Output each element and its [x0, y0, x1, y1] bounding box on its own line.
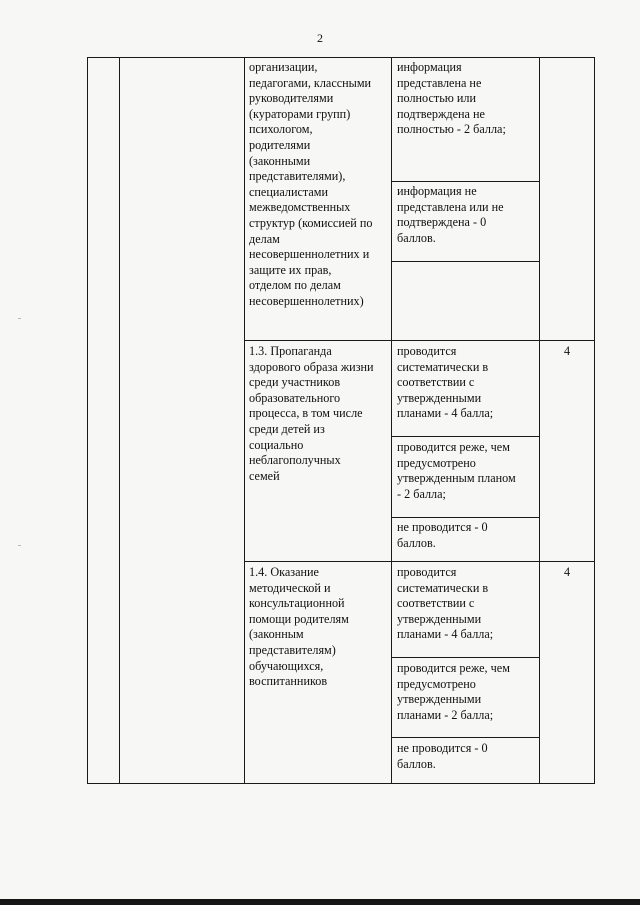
table-col-divider	[119, 57, 120, 783]
option-text: не проводится - 0 баллов.	[397, 741, 488, 771]
page-number: 2	[317, 31, 323, 45]
option-text: проводится систематически в соответствии с утвержденными планами - 4 балла;	[397, 344, 494, 421]
option-text: информация не представлена или не подтверждена - 0 баллов.	[397, 184, 504, 245]
option-text: проводится реже, чем предусмотрено утвержденным планом - 2 балла;	[397, 440, 516, 501]
table-col-divider	[244, 57, 245, 783]
option-text: проводится систематически в соответствии с утвержденными планами - 4 балла;	[397, 565, 494, 642]
option-text: проводится реже, чем предусмотрено утвержденными планами - 2 балла;	[397, 661, 510, 722]
table-border-bottom	[87, 783, 595, 784]
score-value: 4	[563, 344, 571, 358]
row-separator	[244, 561, 595, 562]
criterion-text: 1.4. Оказание методической и консультационной помощи родителям (законным представителям) обучающихся, воспитанников	[249, 565, 349, 689]
option-separator	[391, 517, 539, 518]
criterion-text: организации, педагогами, классными руководителями (кураторами групп) психологом, родителями (законными представителями), специалистами межведомственных структур (комиссией по делам несовершеннолетних и защите их прав, отделом по делам несовершеннолетних)	[249, 60, 373, 308]
table-border-right	[594, 57, 595, 783]
score-value: 4	[563, 565, 571, 579]
option-separator	[391, 657, 539, 658]
option-separator	[391, 181, 539, 182]
option-text: информация представлена не полностью или подтверждена не полностью - 2 балла;	[397, 60, 506, 137]
scan-mark	[18, 318, 21, 319]
row-separator	[244, 340, 595, 341]
criterion-text: 1.3. Пропаганда здорового образа жизни среди участников образовательного процесса, в том числе среди детей из социально неблагополучных семей	[249, 344, 374, 483]
option-separator	[391, 261, 539, 262]
option-separator	[391, 737, 539, 738]
table-col-divider	[539, 57, 540, 783]
scan-bottom-edge	[0, 899, 640, 905]
option-text: не проводится - 0 баллов.	[397, 520, 488, 550]
scan-mark	[18, 545, 21, 546]
table-col-divider	[391, 57, 392, 783]
table-border-left	[87, 57, 88, 783]
table-border-top	[87, 57, 595, 58]
option-separator	[391, 436, 539, 437]
